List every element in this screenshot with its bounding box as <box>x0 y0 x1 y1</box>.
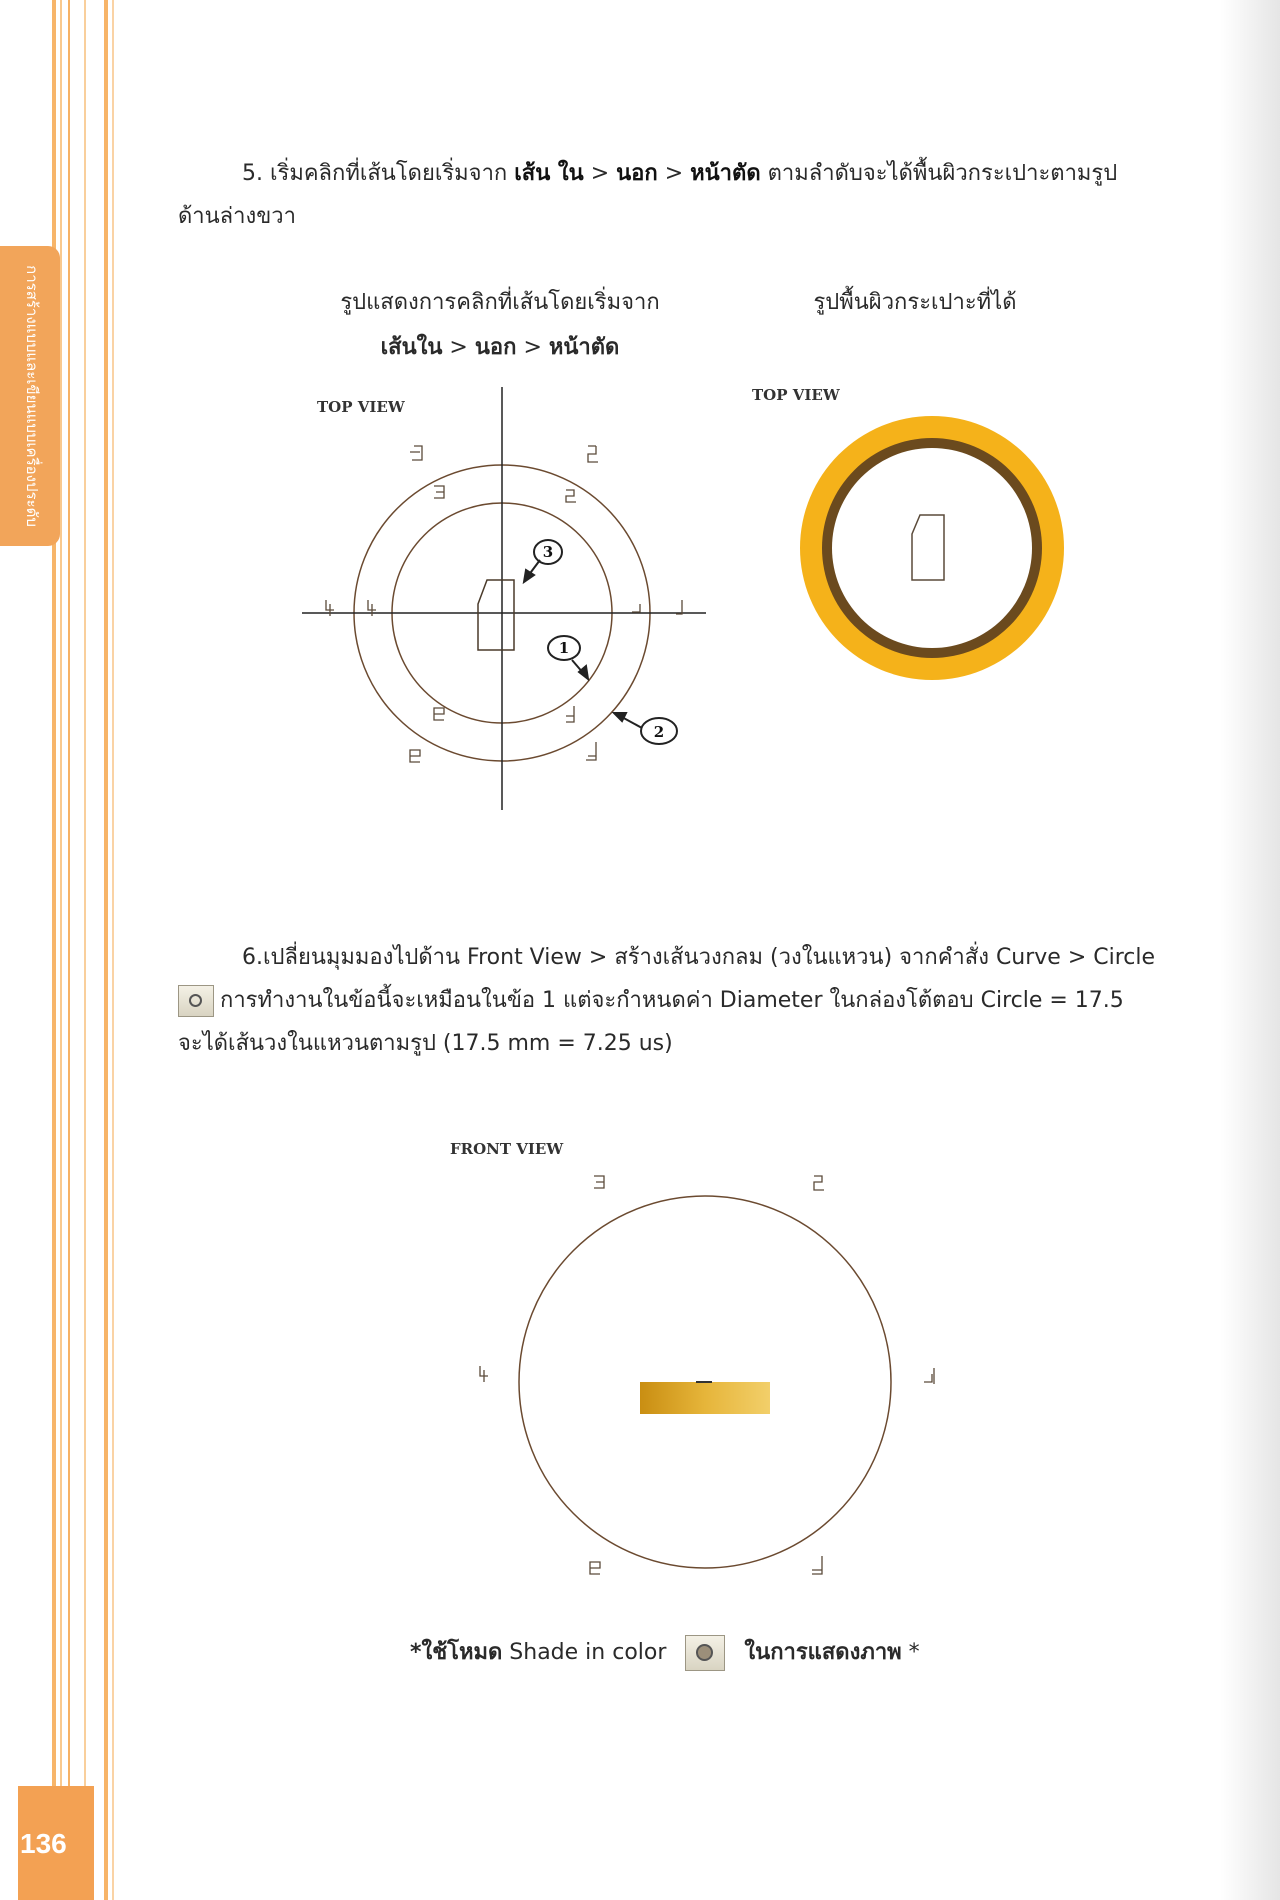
callout-1-label: 1 <box>558 639 570 657</box>
top-view-label-right: TOP VIEW <box>752 386 840 404</box>
callout-3-label: 3 <box>542 543 554 561</box>
shade-in-color-icon[interactable] <box>685 1635 725 1671</box>
grip-marker <box>480 1366 488 1382</box>
chapter-side-tab-text: การสร้างแบบและเขียนแบบเครื่องประดับ <box>23 265 41 527</box>
grip-marker <box>594 1176 604 1188</box>
top-view-label-left: TOP VIEW <box>317 398 405 416</box>
grip-marker <box>924 1368 934 1384</box>
front-view-label: FRONT VIEW <box>450 1140 564 1158</box>
grip-marker <box>814 1176 824 1190</box>
shade-mode-note: *ใช้โหมด Shade in color ในการแสดงภาพ * <box>410 1634 920 1671</box>
step6-paragraph: 6.เปลี่ยนมุมมองไปด้าน Front View > สร้างเส้นวงกลม (วงในแหวน) จากคำสั่ง Curve > Circle การทำงานในข้อนี้จะเหมือนในข้อ 1 แต่จะกำหนดค่า Diameter ในกล่องโต้ตอบ Circle = 17.5 จะได้เส้นวงในแหวนตามรูป (17.5 mm = 7.25 us) <box>178 945 1156 1056</box>
page-number: 136 <box>20 1828 67 1859</box>
figure-left-caption: รูปแสดงการคลิกที่เส้นโดยเริ่มจาก เส้นใน > นอก > หน้าตัด <box>340 290 660 360</box>
figure-right-caption: รูปพื้นผิวกระเปาะที่ได้ <box>813 290 1017 315</box>
ring-cross-section-shape <box>640 1382 770 1414</box>
grip-marker <box>812 1556 822 1574</box>
step5-paragraph: 5. เริ่มคลิกที่เส้นโดยเริ่มจาก เส้น ใน > นอก > หน้าตัด ตามลำดับจะได้พื้นผิวกระเปาะตามรูป ด้านล่างขวา <box>178 161 1118 229</box>
callout-2-label: 2 <box>653 723 665 741</box>
grip-marker <box>590 1562 600 1574</box>
